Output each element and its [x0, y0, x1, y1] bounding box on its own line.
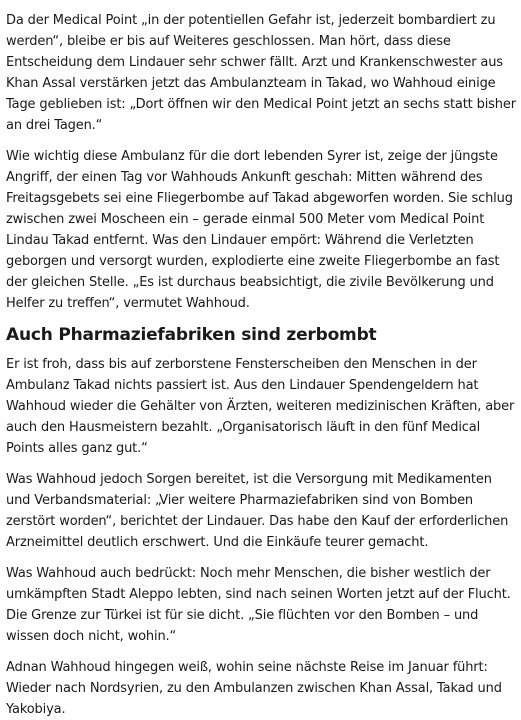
paragraph-salaries: Er ist froh, dass bis auf zerborstene Fensterscheiben den Menschen in der Ambulanz Takad nichts passiert ist. Aus den Lindauer Spendengeldern hat Wahhoud wieder die Gehälter von Ärzten, weiteren medizinischen Kräften, aber auch den Hausmeistern bezahlt. „Organisatorisch läuft in den fünf Medical Points alles ganz gut.“	[6, 357, 515, 456]
paragraph-next-trip: Adnan Wahhoud hingegen weiß, wohin seine nächste Reise im Januar führt: Wieder nach Nordsyrien, zu den Ambulanzen zwischen Khan Assal, Takad und Yakobiya.	[6, 660, 502, 717]
paragraph-medicine-supply: Was Wahhoud jedoch Sorgen bereitet, ist die Versorgung mit Medikamenten und Verbandsmaterial: „Vier weitere Pharmaziefabriken sind von Bomben zerstört worden“, berichtet der Lindauer. Das habe den Kauf der erforderlichen Arzneimittel deutlich erschwert. Und die Einkäufe teurer gemacht.	[6, 472, 509, 550]
paragraph-latest-attack: Wie wichtig diese Ambulanz für die dort lebenden Syrer ist, zeige der jüngste Angriff, der einen Tag vor Wahhouds Ankunft geschah: Mitten während des Freitagsgebets sei eine Fliegerbombe auf Takad abgeworfen worden. Sie schlug zwischen zwei Moscheen ein – gerade einmal 500 Meter vom Medical Point Lindau Takad entfernt. Was den Lindauer empört: Während die Verletzten geborgen und versorgt wurden, explodierte eine zweite Fliegerbombe an fast der gleichen Stelle. „Es ist durchaus beabsichtigt, die zivile Bevölkerung und Helfer zu treffen“, vermutet Wahhoud.	[6, 149, 513, 311]
paragraph-refugees: Was Wahhoud auch bedrückt: Noch mehr Menschen, die bisher westlich der umkämpften Stadt Aleppo lebten, sind nach seinen Worten jetzt auf der Flucht. Die Grenze zur Türkei ist für sie dicht. „Sie flüchten vor den Bomben – und wissen doch nicht, wohin.“	[6, 566, 511, 644]
section-heading: Auch Pharmaziefabriken sind zerbombt	[6, 325, 377, 345]
paragraph-medical-point-closed: Da der Medical Point „in der potentiellen Gefahr ist, jederzeit bombardiert zu werden“, bleibe er bis auf Weiteres geschlossen. Man hört, dass diese Entscheidung dem Lindauer sehr schwer fällt. Arzt und Krankenschwester aus Khan Assal verstärken jetzt das Ambulanzteam in Takad, wo Wahhoud einige Tage geblieben ist: „Dort öffnen wir den Medical Point jetzt an sechs statt bisher an drei Tagen.“	[6, 13, 516, 133]
